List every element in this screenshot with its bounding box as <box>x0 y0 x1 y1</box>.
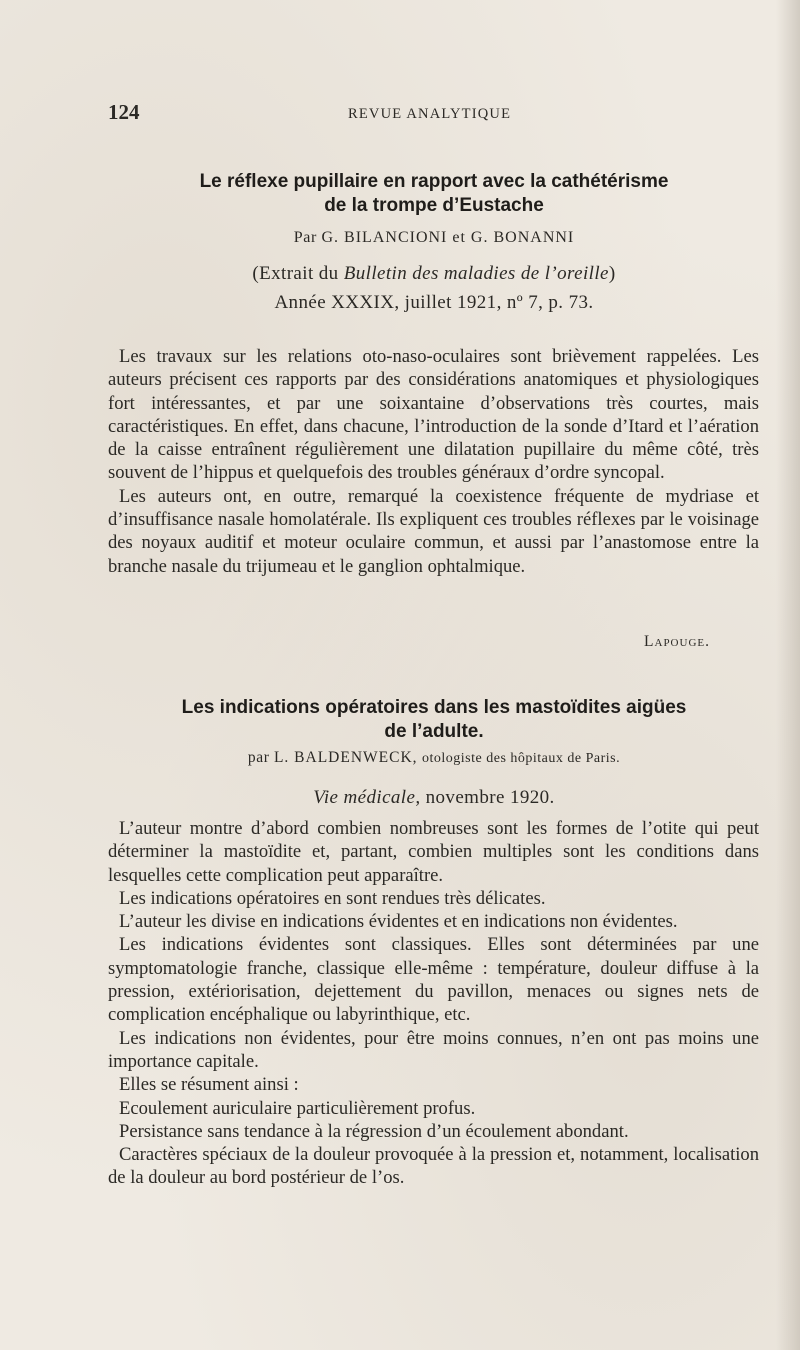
article1-title-line1: Le réflexe pupillaire en rapport avec la cathétérisme <box>199 171 669 192</box>
article1-title <box>108 170 760 218</box>
article1-paragraph: Les travaux sur les relations oto-naso-oculaires sont brièvement rappelées. Les auteurs précisent ces rapports par des considérations anatomiques et physiologiques fort intéressantes, et par une soixantaine d’observations très courtes, mais caractéristiques. En effet, dans chacune, l’introduction de la sonde d’Itard et l’aération de la caisse entraînent régulièrement une dilatation pupillaire du même côté, très souvent de l’hippus et quelquefois des troubles généraux d’ordre syncopal. <box>108 346 759 484</box>
journal-title: REVUE ANALYTIQUE <box>348 106 512 122</box>
article2-authors: L. BALDENWECK, <box>273 749 418 766</box>
running-head <box>108 100 760 130</box>
article2-source-date: novembre 1920. <box>425 787 555 808</box>
article2-paragraph: Caractères spéciaux de la douleur provoquée à la pression et, notamment, localisation de la douleur au bord postérieur de l’os. <box>108 1144 759 1189</box>
article2-byline-affiliation: otologiste des hôpitaux de Paris. <box>422 751 621 766</box>
article2-paragraph: L’auteur montre d’abord combien nombreuses sont les formes de l’otite qui peut déterminer la mastoïdite et, partant, combien multiples sont les conditions dans lesquelles cette complication peut apparaître. <box>108 818 759 886</box>
article1-source-suffix: ) <box>608 263 616 284</box>
article2-byline-prefix: par <box>247 749 270 766</box>
article1-byline-prefix: Par <box>293 229 317 246</box>
article2-title-line1: Les indications opératoires dans les mastoïdites aigües <box>181 697 687 718</box>
article2-title <box>108 696 760 744</box>
article2-paragraph: Les indications non évidentes, pour être moins connues, n’en ont pas moins une importance capitale. <box>108 1027 759 1072</box>
article2-source-journal: Vie médicale, <box>313 787 421 808</box>
article2-paragraph: Les indications évidentes sont classiques. Elles sont déterminées par une symptomatologie franche, classique elle-même : température, douleur diffuse à la pression, extériorisation, dejettement du pavillon, menaces ou signes nets de complication encéphalique ou labyrinthique, etc. <box>108 934 759 1026</box>
article2-paragraph: Les indications opératoires en sont rendues très délicates. <box>119 887 546 909</box>
article1-paragraph: Les auteurs ont, en outre, remarqué la coexistence fréquente de mydriase et d’insuffisance nasale homolatérale. Ils expliquent ces troubles réflexes par le voisinage des noyaux auditif et moteur oculaire commun, et aussi par l’anastomose entre la branche nasale du trijumeau et le ganglion ophtalmique. <box>108 485 759 577</box>
article2-paragraph: Elles se résument ainsi : <box>119 1074 299 1096</box>
article2-source <box>108 783 760 812</box>
article1-body <box>108 345 759 578</box>
article1-source <box>108 259 760 317</box>
article1-signature <box>560 633 710 651</box>
article2-title-line2: de l’adulte. <box>384 721 484 742</box>
page-number: 124 <box>108 100 140 124</box>
article2-body <box>108 817 759 1190</box>
article1-source-line2: Année XXXIX, juillet 1921, nº 7, p. 73. <box>274 292 594 313</box>
article1-title-line2: de la trompe d’Eustache <box>324 195 544 216</box>
article2-paragraph: Ecoulement auriculaire particulièrement profus. <box>119 1097 476 1119</box>
article1-source-prefix: (Extrait du <box>252 263 339 284</box>
article2-paragraph: Persistance sans tendance à la régression d’un écoulement abondant. <box>119 1120 629 1142</box>
article1-source-journal: Bulletin des maladies de l’oreille <box>343 263 609 284</box>
article1-source-line1 <box>108 259 760 288</box>
article1-signature-name: Lapouge. <box>644 633 710 650</box>
article1-byline <box>108 229 760 247</box>
article2-byline <box>108 749 760 767</box>
article2-paragraph: L’auteur les divise en indications évidentes et en indications non évidentes. <box>119 911 678 933</box>
article1-authors: G. BILANCIONI et G. BONANNI <box>321 229 575 246</box>
